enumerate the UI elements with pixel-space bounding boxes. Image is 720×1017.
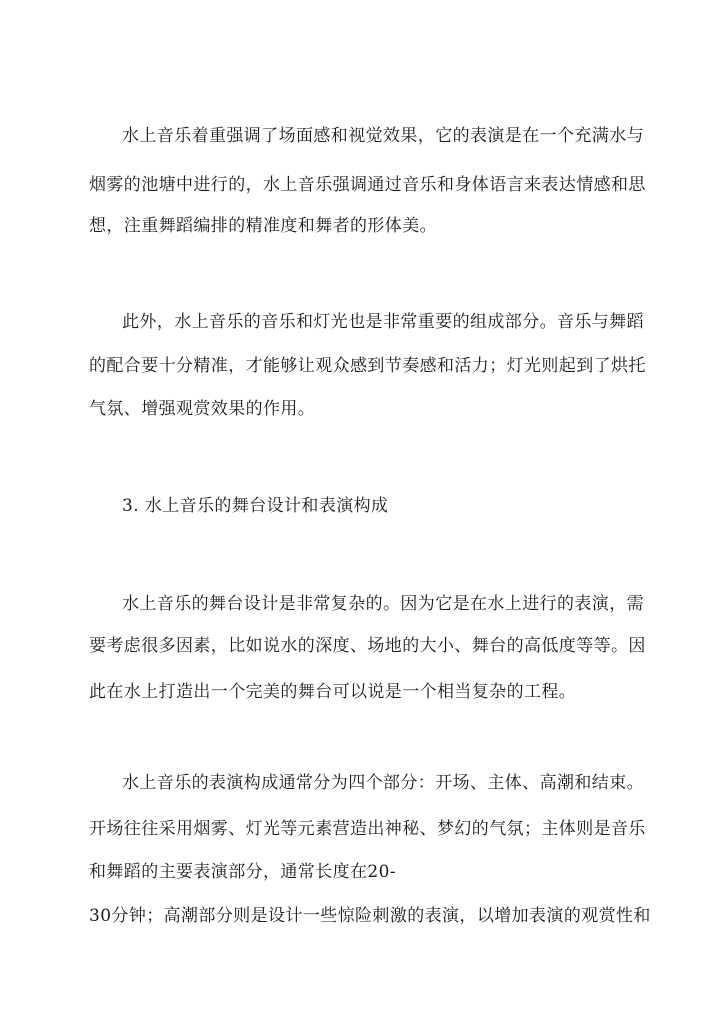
paragraph-line: 此在水上打造出一个完美的舞台可以说是一个相当复杂的工程。 bbox=[89, 682, 577, 702]
paragraph-line: 开场往往采用烟雾、灯光等元素营造出神秘、梦幻的气氛；主体则是音乐 bbox=[89, 819, 646, 839]
paragraph-line: 水上音乐的舞台设计是非常复杂的。因为它是在水上进行的表演，需 bbox=[122, 594, 644, 614]
paragraph-line: 想，注重舞蹈编排的精准度和舞者的形体美。 bbox=[89, 216, 437, 236]
paragraph-line: 水上音乐的表演构成通常分为四个部分：开场、主体、高潮和结束。 bbox=[122, 773, 644, 793]
paragraph-line: 水上音乐着重强调了场面感和视觉效果，它的表演是在一个充满水与 bbox=[122, 126, 644, 146]
paragraph-line: 气氛、增强观赏效果的作用。 bbox=[89, 399, 316, 419]
paragraph-line: 和舞蹈的主要表演部分，通常长度在20- bbox=[89, 862, 396, 882]
paragraph-line: 要考虑很多因素，比如说水的深度、场地的大小、舞台的高低度等等。因 bbox=[89, 636, 646, 656]
paragraph-line: 烟雾的池塘中进行的，水上音乐强调通过音乐和身体语言来表达情感和思 bbox=[89, 175, 646, 195]
section-heading: 3. 水上音乐的舞台设计和表演构成 bbox=[122, 496, 389, 516]
paragraph-line: 30分钟；高潮部分则是设计一些惊险刺激的表演，以增加表演的观赏性和 bbox=[89, 906, 651, 926]
paragraph-line: 的配合要十分精准，才能够让观众感到节奏感和活力；灯光则起到了烘托 bbox=[89, 356, 646, 376]
paragraph-line: 此外，水上音乐的音乐和灯光也是非常重要的组成部分。音乐与舞蹈 bbox=[122, 312, 644, 332]
